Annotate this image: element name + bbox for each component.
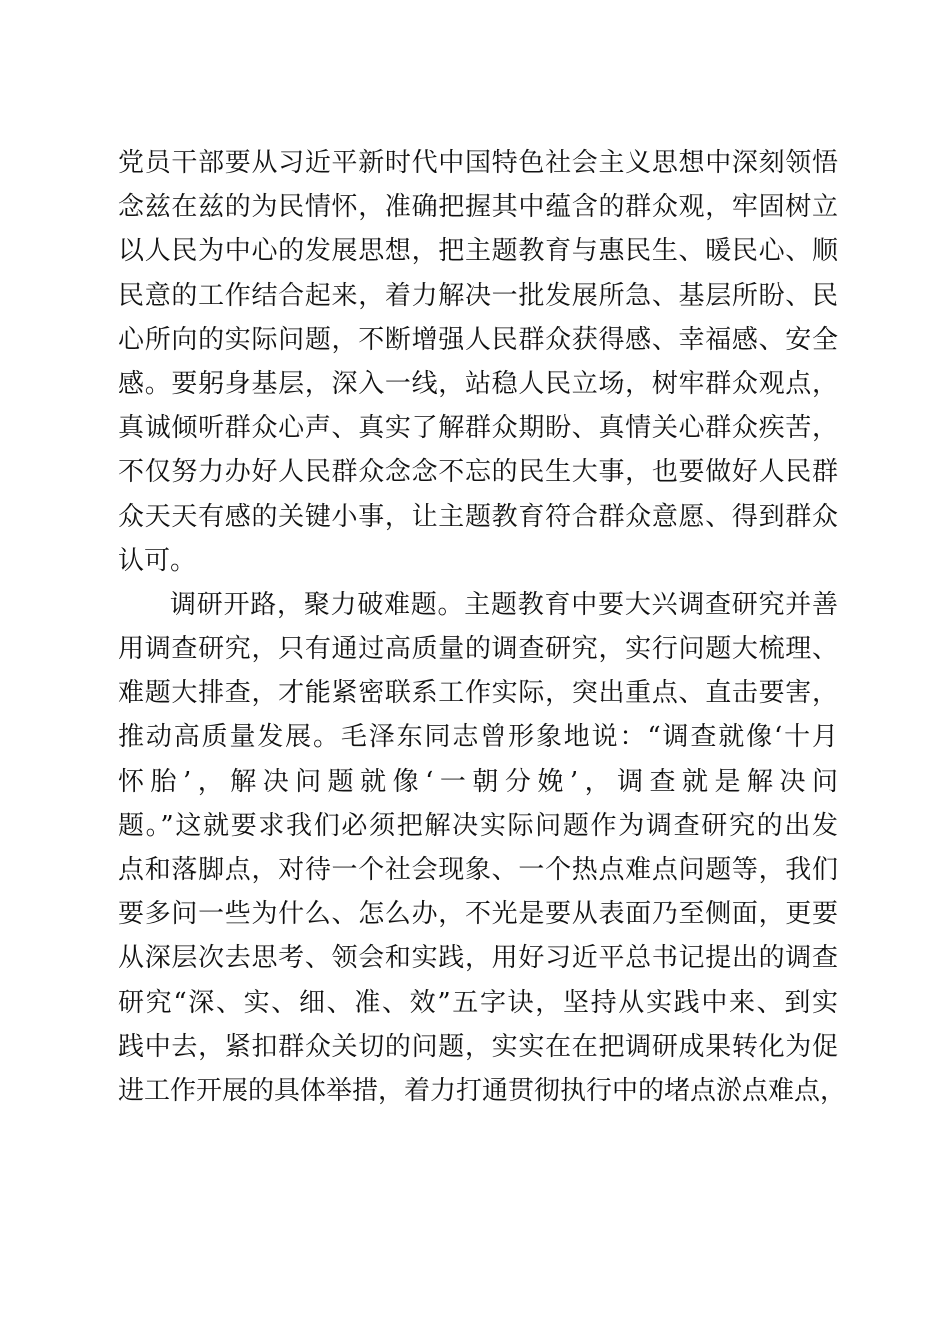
text-line: 以人民为中心的发展思想，把主题教育与惠民生、暖民心、顺: [118, 236, 838, 267]
text-line: 点和落脚点，对待一个社会现象、一个热点难点问题等，我们: [118, 855, 838, 885]
text-line: 不仅努力办好人民群众念念不忘的民生大事，也要做好人民群: [118, 457, 838, 488]
text-line: 题。”这就要求我们必须把解决实际问题作为调查研究的出发: [118, 810, 838, 841]
paragraph-2: [118, 583, 847, 1113]
text-line: 用调查研究，只有通过高质量的调查研究，实行问题大梳理、: [118, 634, 838, 665]
text-line: 党员干部要从习近平新时代中国特色社会主义思想中深刻领悟: [118, 148, 838, 178]
text-line: 践中去，紧扣群众关切的问题，实实在在把调研成果转化为促: [118, 1031, 838, 1062]
text-line: 真诚倾听群众心声、真实了解群众期盼、真情关心群众疾苦，: [118, 413, 838, 444]
text-line: 从深层次去思考、领会和实践，用好习近平总书记提出的调查: [118, 943, 838, 974]
text-line: 认可。: [118, 545, 197, 576]
text-line: 感。要躬身基层，深入一线，站稳人民立场，树牢群众观点，: [118, 368, 838, 399]
text-line: 念兹在兹的为民情怀，准确把握其中蕴含的群众观，牢固树立: [118, 192, 838, 223]
text-line: 进工作开展的具体举措，着力打通贯彻执行中的堵点淤点难点，: [118, 1075, 847, 1106]
text-line: 推动高质量发展。毛泽东同志曾形象地说：“调查就像‘十月: [118, 722, 838, 753]
text-line: 怀胎’，解决问题就像‘一朝分娩’，调查就是解决问: [118, 766, 838, 797]
body-text: [118, 141, 847, 1113]
text-line: 难题大排查，才能紧密联系工作实际，突出重点、直击要害，: [118, 678, 838, 709]
text-line: 众天天有感的关键小事，让主题教育符合群众意愿、得到群众: [118, 501, 838, 532]
text-line: 调研开路，聚力破难题。主题教育中要大兴调查研究并善: [170, 589, 838, 620]
text-line: 民意的工作结合起来，着力解决一批发展所急、基层所盼、民: [118, 280, 838, 311]
text-line: 要多问一些为什么、怎么办，不光是要从表面乃至侧面，更要: [118, 899, 838, 930]
text-line: 心所向的实际问题，不断增强人民群众获得感、幸福感、安全: [118, 324, 838, 355]
paragraph-1: [118, 141, 838, 583]
text-line: 研究“深、实、细、准、效”五字诀，坚持从实践中来、到实: [118, 987, 838, 1018]
